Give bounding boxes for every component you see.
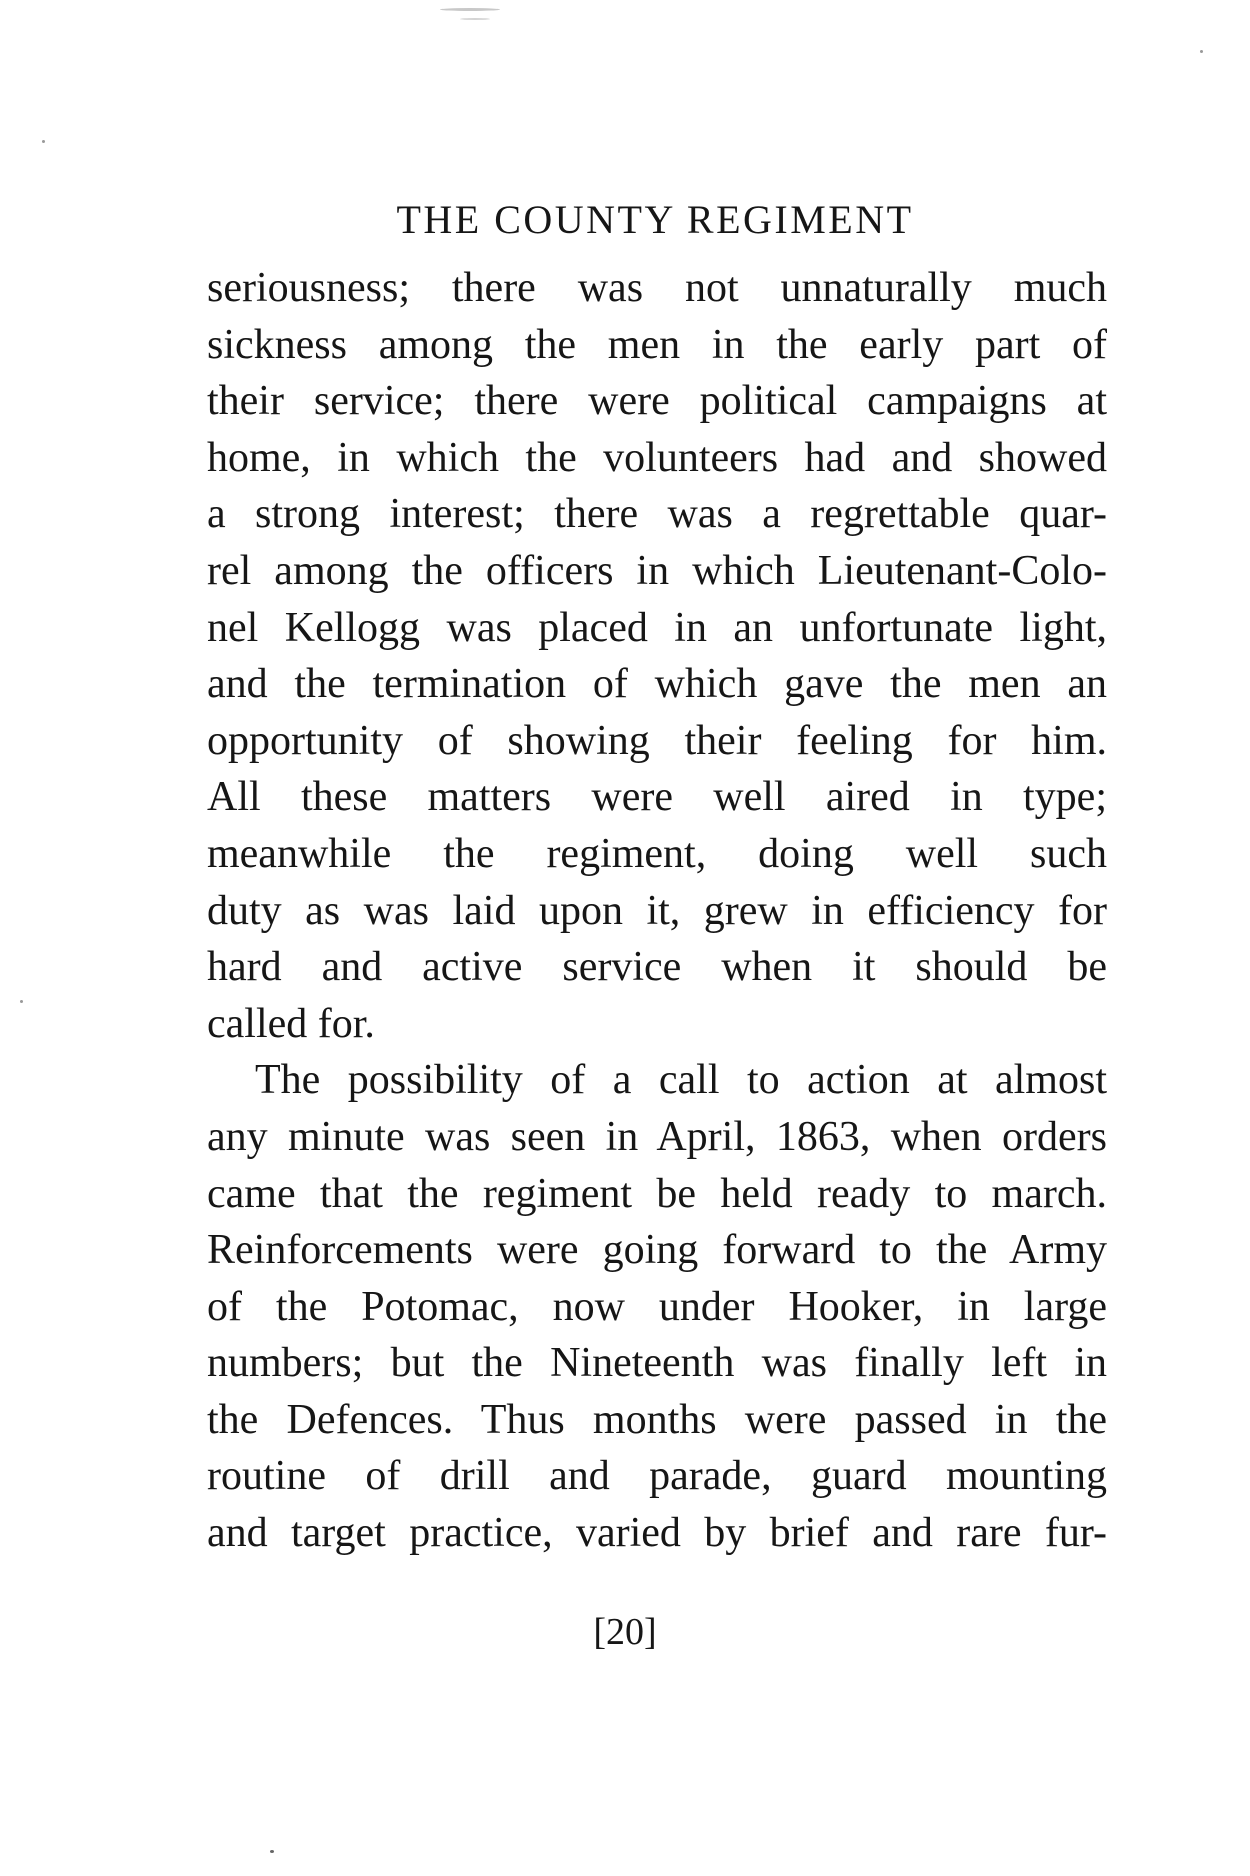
body-text — [207, 260, 1107, 1562]
running-head: THE COUNTY REGIMENT — [396, 197, 914, 242]
scan-speck — [460, 18, 490, 20]
text-line: Reinforcements were going forward to the Army — [207, 1227, 1107, 1274]
text-line: and the termination of which gave the men an — [207, 661, 1107, 708]
text-line: came that the regiment be held ready to march. — [207, 1170, 1107, 1217]
scan-speck — [440, 8, 500, 11]
scan-speck — [270, 1850, 274, 1853]
text-line: numbers; but the Nineteenth was finally left in — [207, 1340, 1107, 1387]
paragraph-1 — [207, 260, 1107, 1052]
text-line: The possibility of a call to action at almost — [255, 1057, 1107, 1104]
text-line: their service; there were political campaigns at — [207, 378, 1107, 425]
text-line: meanwhile the regiment, doing well such — [207, 830, 1107, 877]
text-line: home, in which the volunteers had and showed — [207, 434, 1107, 481]
text-line: opportunity of showing their feeling for him. — [207, 717, 1107, 764]
text-line: hard and active service when it should be — [207, 944, 1107, 991]
scan-speck — [20, 1000, 23, 1003]
scan-speck — [1200, 50, 1203, 53]
page-number: [20] — [593, 1611, 657, 1653]
scan-speck — [42, 140, 45, 143]
text-line: any minute was seen in April, 1863, when orders — [207, 1113, 1107, 1160]
text-line: the Defences. Thus months were passed in the — [207, 1396, 1107, 1443]
text-line: a strong interest; there was a regrettable quar- — [207, 491, 1107, 538]
text-line: called for. — [207, 1000, 375, 1047]
text-line: seriousness; there was not unnaturally much — [207, 265, 1107, 311]
text-line: of the Potomac, now under Hooker, in large — [207, 1283, 1107, 1330]
text-line: sickness among the men in the early part of — [207, 321, 1107, 368]
text-line: nel Kellogg was placed in an unfortunate light, — [207, 604, 1107, 651]
text-line: rel among the officers in which Lieutenant-Colo- — [207, 547, 1107, 594]
text-line: and target practice, varied by brief and rare fur- — [207, 1510, 1107, 1557]
text-line: All these matters were well aired in type; — [207, 774, 1107, 821]
text-line: duty as was laid upon it, grew in efficiency for — [207, 887, 1107, 934]
text-line: routine of drill and parade, guard mounting — [207, 1453, 1107, 1500]
paragraph-2 — [207, 1052, 1107, 1561]
